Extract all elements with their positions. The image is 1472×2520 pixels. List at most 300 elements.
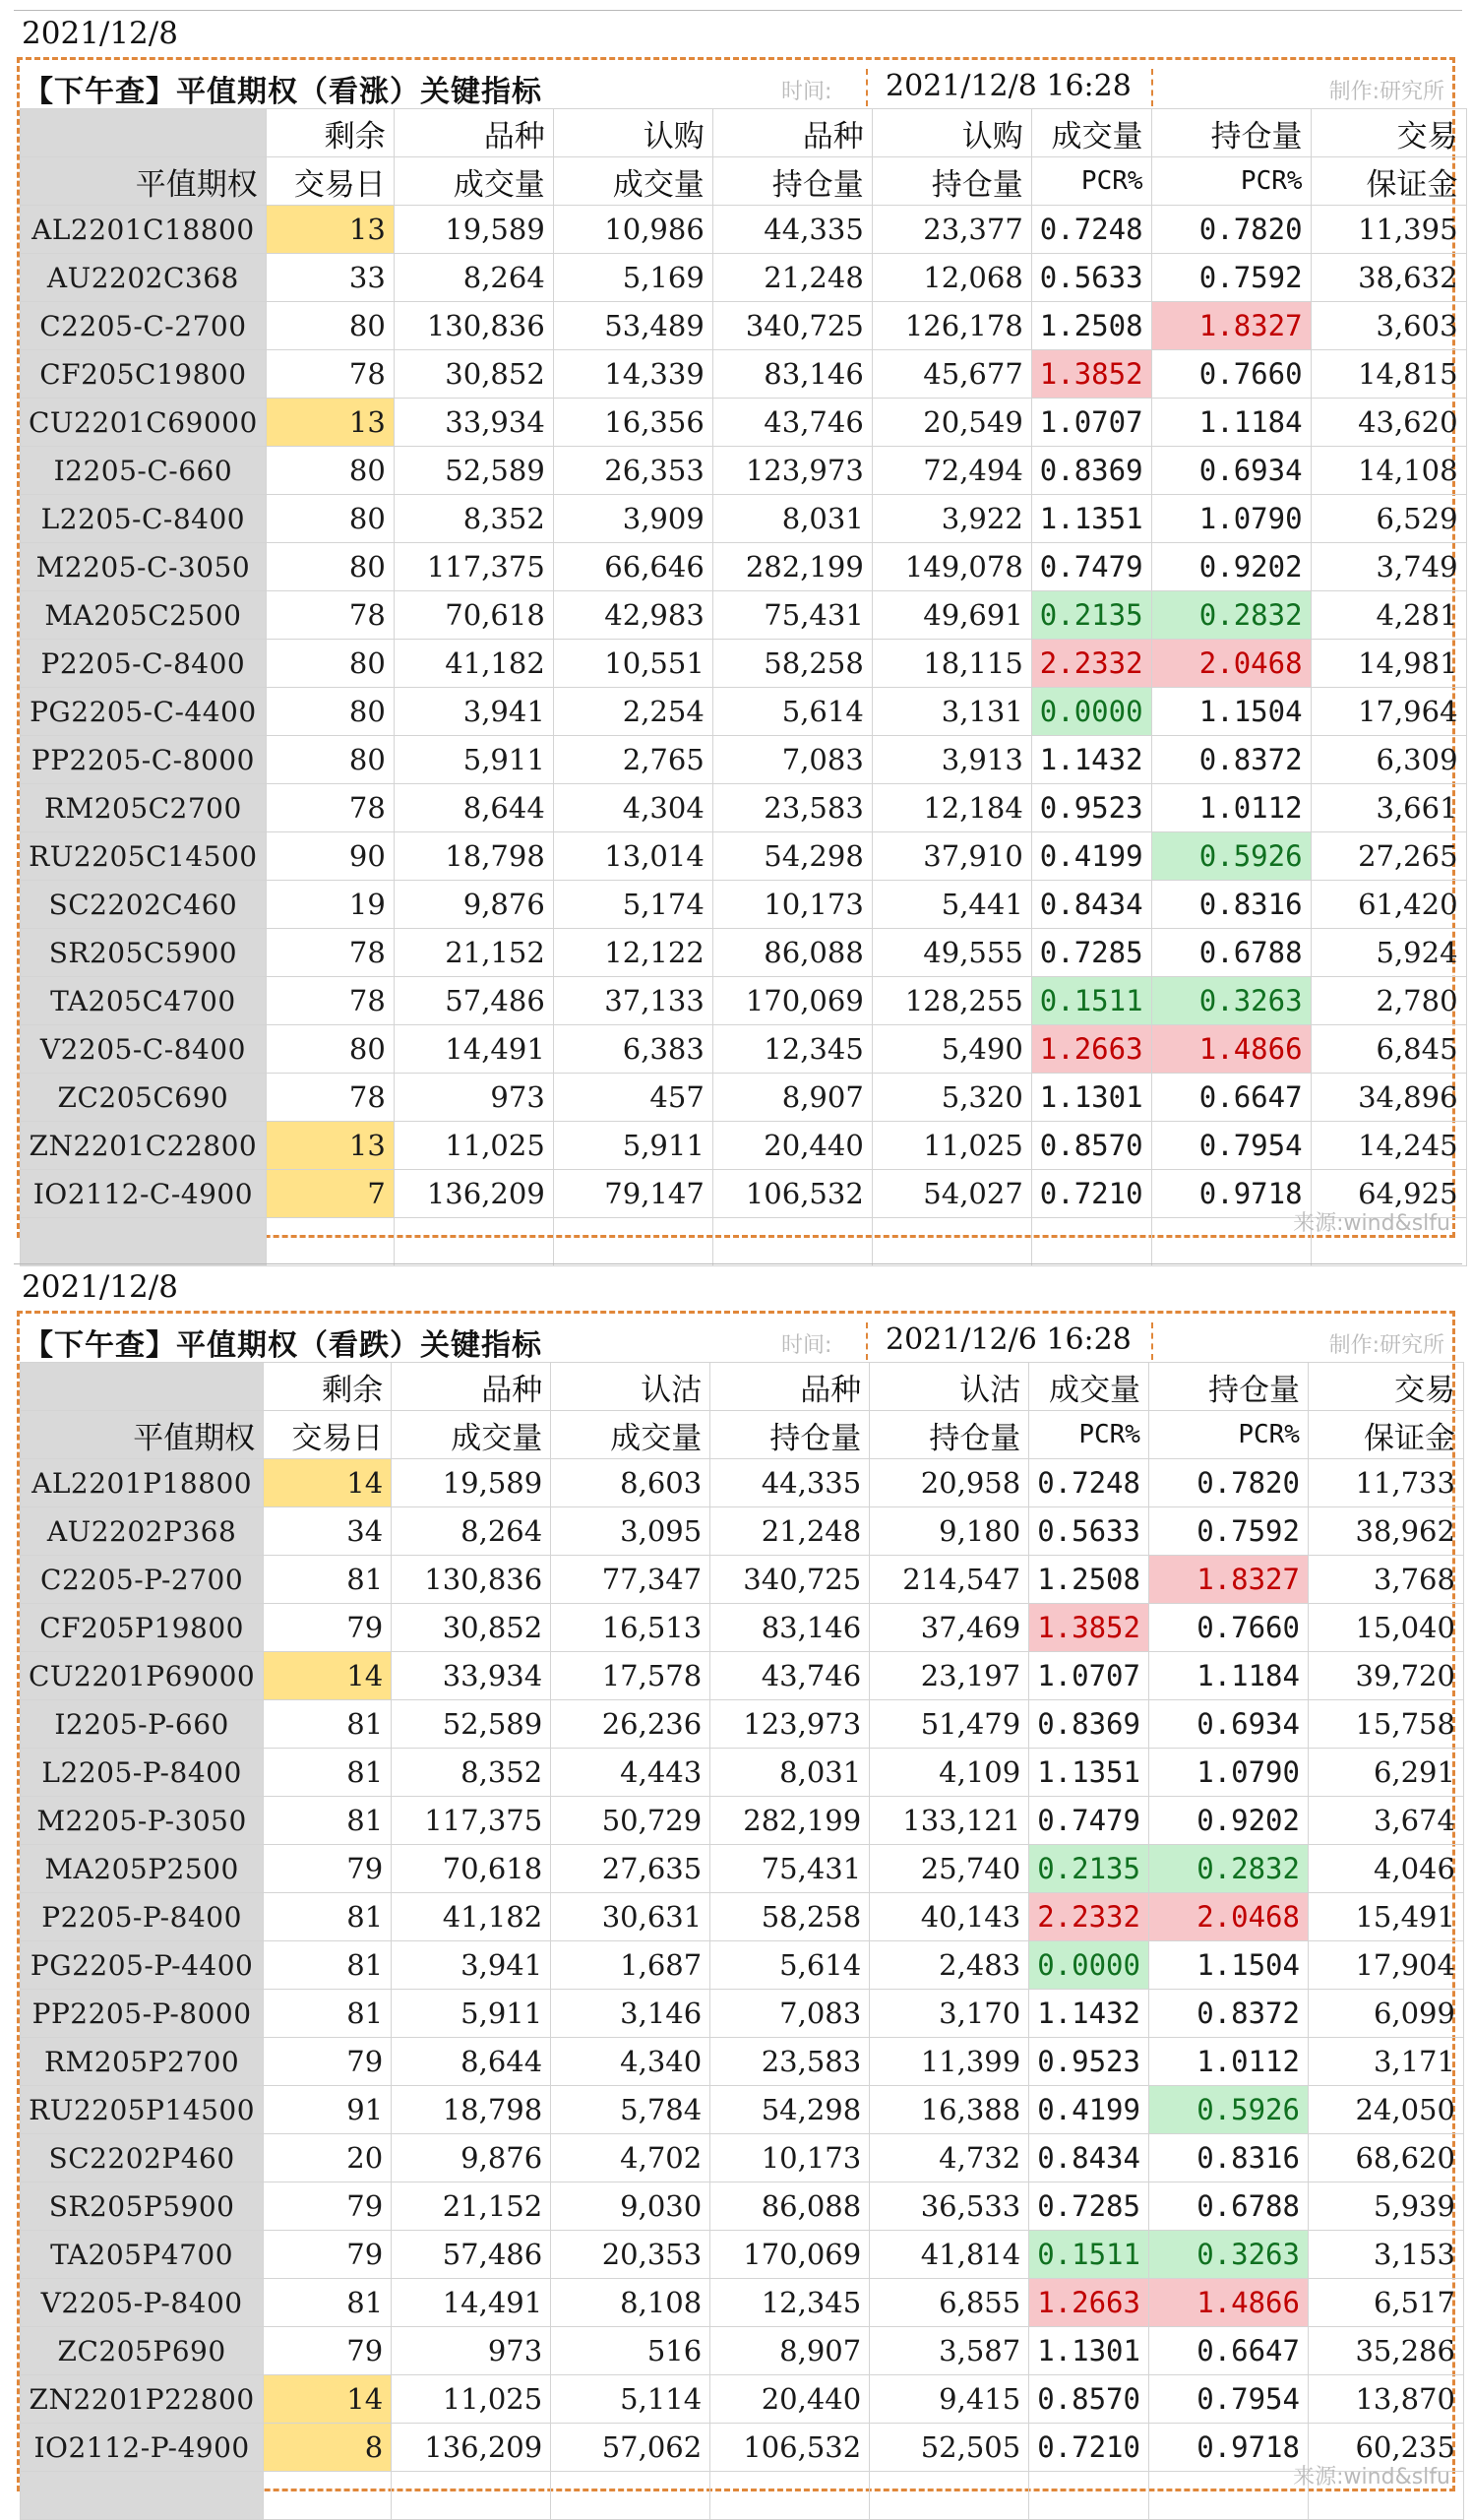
volume-pcr-cell: 0.8369 <box>1031 447 1151 495</box>
option-volume-cell: 1,687 <box>551 1941 710 1990</box>
oi-pcr-cell: 0.8372 <box>1151 736 1311 784</box>
volume-pcr-cell: 1.1432 <box>1031 736 1151 784</box>
product-open-interest-cell: 58,258 <box>710 1893 870 1941</box>
oi-pcr-cell: 1.4866 <box>1148 2279 1308 2327</box>
remaining-days-cell: 7 <box>266 1170 394 1218</box>
option-open-interest-cell: 2,483 <box>870 1941 1029 1990</box>
option-open-interest-cell: 5,441 <box>872 881 1031 929</box>
oi-pcr-cell: 1.0790 <box>1148 1749 1308 1797</box>
column-header-6: 持仓量 <box>872 157 1031 206</box>
option-volume-cell: 17,578 <box>551 1652 710 1700</box>
product-volume-cell: 19,589 <box>394 206 553 254</box>
volume-pcr-cell: 0.8369 <box>1029 1700 1149 1749</box>
option-volume-cell: 53,489 <box>553 302 712 350</box>
table-row <box>21 1025 1467 1074</box>
product-volume-cell: 11,025 <box>394 1122 553 1170</box>
option-name-cell: AU2202P368 <box>21 1507 264 1556</box>
product-volume-cell: 973 <box>392 2327 551 2375</box>
remaining-days-cell: 13 <box>266 1122 394 1170</box>
product-volume-cell: 41,182 <box>394 640 553 688</box>
product-open-interest-cell: 44,335 <box>712 206 872 254</box>
column-header-2: 剩余 <box>264 1363 392 1411</box>
margin-cell: 14,815 <box>1311 350 1466 399</box>
table-row <box>21 1122 1467 1170</box>
oi-pcr-cell: 0.7954 <box>1151 1122 1311 1170</box>
table-row <box>21 977 1467 1025</box>
option-open-interest-cell: 49,691 <box>872 591 1031 640</box>
option-open-interest-cell: 149,078 <box>872 543 1031 591</box>
option-name-cell: SR205P5900 <box>21 2182 264 2231</box>
table-row <box>21 350 1467 399</box>
remaining-days-cell: 91 <box>264 2086 392 2134</box>
option-open-interest-cell: 3,922 <box>872 495 1031 543</box>
table-row <box>21 254 1467 302</box>
margin-cell: 4,281 <box>1311 591 1466 640</box>
column-header-6: 认购 <box>872 109 1031 157</box>
option-open-interest-cell: 214,547 <box>870 1556 1029 1604</box>
remaining-days-cell: 79 <box>264 2038 392 2086</box>
option-volume-cell: 14,339 <box>553 350 712 399</box>
oi-pcr-cell: 1.8327 <box>1148 1556 1308 1604</box>
option-volume-cell: 516 <box>551 2327 710 2375</box>
table-row <box>21 1845 1464 1893</box>
volume-pcr-cell: 1.1351 <box>1031 495 1151 543</box>
column-header-1 <box>21 109 267 157</box>
volume-pcr-cell: 0.7210 <box>1029 2424 1149 2472</box>
table-row <box>21 784 1467 832</box>
sheet-date: 2021/12/8 <box>22 16 178 51</box>
margin-cell: 34,896 <box>1311 1074 1466 1122</box>
option-open-interest-cell: 36,533 <box>870 2182 1029 2231</box>
option-open-interest-cell: 5,320 <box>872 1074 1031 1122</box>
volume-pcr-cell: 1.2508 <box>1031 302 1151 350</box>
option-name-cell: AL2201C18800 <box>21 206 267 254</box>
column-header-9: 保证金 <box>1308 1411 1463 1459</box>
option-name-cell: L2205-P-8400 <box>21 1749 264 1797</box>
product-volume-cell: 8,264 <box>394 254 553 302</box>
oi-pcr-cell: 0.7954 <box>1148 2375 1308 2424</box>
footer-cell <box>1148 2472 1308 2520</box>
option-volume-cell: 42,983 <box>553 591 712 640</box>
sheet-title: 【下午查】平值期权（看涨）关键指标 <box>24 75 542 109</box>
volume-pcr-cell: 2.2332 <box>1029 1893 1149 1941</box>
table-row <box>21 2038 1464 2086</box>
column-header-8: PCR% <box>1151 157 1311 206</box>
column-header-1: 平值期权 <box>21 1411 264 1459</box>
remaining-days-cell: 79 <box>264 2231 392 2279</box>
footer-cell <box>21 1218 267 1266</box>
volume-pcr-cell: 1.2508 <box>1029 1556 1149 1604</box>
option-name-cell: ZC205C690 <box>21 1074 267 1122</box>
product-open-interest-cell: 10,173 <box>710 2134 870 2182</box>
option-open-interest-cell: 5,490 <box>872 1025 1031 1074</box>
remaining-days-cell: 33 <box>266 254 394 302</box>
oi-pcr-cell: 0.6647 <box>1148 2327 1308 2375</box>
option-volume-cell: 50,729 <box>551 1797 710 1845</box>
option-volume-cell: 5,169 <box>553 254 712 302</box>
margin-cell: 64,925 <box>1311 1170 1466 1218</box>
option-volume-cell: 6,383 <box>553 1025 712 1074</box>
oi-pcr-cell: 0.9718 <box>1148 2424 1308 2472</box>
product-open-interest-cell: 7,083 <box>712 736 872 784</box>
remaining-days-cell: 80 <box>266 1025 394 1074</box>
margin-cell: 3,749 <box>1311 543 1466 591</box>
column-header-8: 持仓量 <box>1148 1363 1308 1411</box>
volume-pcr-cell: 1.2663 <box>1029 2279 1149 2327</box>
product-volume-cell: 8,644 <box>392 2038 551 2086</box>
volume-pcr-cell: 0.7479 <box>1031 543 1151 591</box>
option-volume-cell: 4,443 <box>551 1749 710 1797</box>
product-open-interest-cell: 340,725 <box>710 1556 870 1604</box>
remaining-days-cell: 19 <box>266 881 394 929</box>
option-name-cell: M2205-P-3050 <box>21 1797 264 1845</box>
option-volume-cell: 8,603 <box>551 1459 710 1507</box>
remaining-days-cell: 14 <box>264 2375 392 2424</box>
option-name-cell: ZN2201P22800 <box>21 2375 264 2424</box>
time-label: 时间: <box>781 80 832 104</box>
product-open-interest-cell: 54,298 <box>710 2086 870 2134</box>
option-open-interest-cell: 11,399 <box>870 2038 1029 2086</box>
option-name-cell: I2205-P-660 <box>21 1700 264 1749</box>
option-volume-cell: 79,147 <box>553 1170 712 1218</box>
volume-pcr-cell: 1.3852 <box>1031 350 1151 399</box>
oi-pcr-cell: 0.8372 <box>1148 1990 1308 2038</box>
margin-cell: 3,603 <box>1311 302 1466 350</box>
oi-pcr-cell: 0.5926 <box>1151 832 1311 881</box>
footer-cell <box>266 1218 394 1266</box>
table-row <box>21 1749 1464 1797</box>
footer-cell <box>1151 1218 1311 1266</box>
option-name-cell: MA205C2500 <box>21 591 267 640</box>
table-row <box>21 543 1467 591</box>
table-row <box>21 1170 1467 1218</box>
maker-label: 制作:研究所 <box>1328 1333 1444 1358</box>
column-header-3: 成交量 <box>394 157 553 206</box>
table-row <box>21 736 1467 784</box>
volume-pcr-cell: 0.1511 <box>1029 2231 1149 2279</box>
option-volume-cell: 3,095 <box>551 1507 710 1556</box>
product-volume-cell: 8,352 <box>392 1749 551 1797</box>
product-open-interest-cell: 5,614 <box>710 1941 870 1990</box>
option-volume-cell: 4,340 <box>551 2038 710 2086</box>
footer-cell <box>870 2472 1029 2520</box>
product-open-interest-cell: 83,146 <box>712 350 872 399</box>
header-row <box>21 157 1467 206</box>
remaining-days-cell: 80 <box>266 640 394 688</box>
option-open-interest-cell: 12,184 <box>872 784 1031 832</box>
option-open-interest-cell: 126,178 <box>872 302 1031 350</box>
column-header-7: PCR% <box>1029 1411 1149 1459</box>
time-value: 2021/12/8 16:28 <box>866 69 1153 106</box>
column-header-6: 持仓量 <box>870 1411 1029 1459</box>
product-volume-cell: 18,798 <box>394 832 553 881</box>
option-name-cell: TA205C4700 <box>21 977 267 1025</box>
option-name-cell: AU2202C368 <box>21 254 267 302</box>
table-row <box>21 1893 1464 1941</box>
oi-pcr-cell: 0.8316 <box>1148 2134 1308 2182</box>
column-header-9: 交易 <box>1308 1363 1463 1411</box>
option-open-interest-cell: 3,587 <box>870 2327 1029 2375</box>
column-header-4: 认购 <box>553 109 712 157</box>
remaining-days-cell: 8 <box>264 2424 392 2472</box>
product-volume-cell: 52,589 <box>392 1700 551 1749</box>
option-name-cell: RU2205C14500 <box>21 832 267 881</box>
table-row <box>21 302 1467 350</box>
margin-cell: 14,981 <box>1311 640 1466 688</box>
table-row <box>21 1459 1464 1507</box>
volume-pcr-cell: 1.3852 <box>1029 1604 1149 1652</box>
product-open-interest-cell: 86,088 <box>712 929 872 977</box>
oi-pcr-cell: 1.1504 <box>1148 1941 1308 1990</box>
remaining-days-cell: 80 <box>266 736 394 784</box>
margin-cell: 35,286 <box>1308 2327 1463 2375</box>
option-name-cell: C2205-P-2700 <box>21 1556 264 1604</box>
product-open-interest-cell: 21,248 <box>710 1507 870 1556</box>
margin-cell: 5,924 <box>1311 929 1466 977</box>
oi-pcr-cell: 0.9202 <box>1148 1797 1308 1845</box>
oi-pcr-cell: 0.8316 <box>1151 881 1311 929</box>
option-name-cell: CU2201C69000 <box>21 399 267 447</box>
indicator-table <box>20 108 1467 1266</box>
product-open-interest-cell: 282,199 <box>710 1797 870 1845</box>
product-open-interest-cell: 44,335 <box>710 1459 870 1507</box>
option-name-cell: V2205-P-8400 <box>21 2279 264 2327</box>
option-open-interest-cell: 9,415 <box>870 2375 1029 2424</box>
remaining-days-cell: 13 <box>266 399 394 447</box>
margin-cell: 11,395 <box>1311 206 1466 254</box>
margin-cell: 39,720 <box>1308 1652 1463 1700</box>
footer-cell <box>551 2472 710 2520</box>
product-open-interest-cell: 340,725 <box>712 302 872 350</box>
footer-row <box>21 2472 1464 2520</box>
option-volume-cell: 13,014 <box>553 832 712 881</box>
option-volume-cell: 4,304 <box>553 784 712 832</box>
remaining-days-cell: 78 <box>266 591 394 640</box>
option-name-cell: PP2205-P-8000 <box>21 1990 264 2038</box>
sheet-date: 2021/12/8 <box>22 1269 178 1305</box>
option-open-interest-cell: 3,131 <box>872 688 1031 736</box>
table-row <box>21 832 1467 881</box>
option-open-interest-cell: 72,494 <box>872 447 1031 495</box>
remaining-days-cell: 79 <box>264 2327 392 2375</box>
remaining-days-cell: 81 <box>264 1556 392 1604</box>
margin-cell: 68,620 <box>1308 2134 1463 2182</box>
footer-cell <box>264 2472 392 2520</box>
option-open-interest-cell: 11,025 <box>872 1122 1031 1170</box>
oi-pcr-cell: 1.1504 <box>1151 688 1311 736</box>
remaining-days-cell: 34 <box>264 1507 392 1556</box>
option-volume-cell: 457 <box>553 1074 712 1122</box>
volume-pcr-cell: 0.8570 <box>1029 2375 1149 2424</box>
oi-pcr-cell: 0.9718 <box>1151 1170 1311 1218</box>
footer-cell <box>394 1218 553 1266</box>
product-volume-cell: 11,025 <box>392 2375 551 2424</box>
option-volume-cell: 5,784 <box>551 2086 710 2134</box>
remaining-days-cell: 80 <box>266 447 394 495</box>
oi-pcr-cell: 0.7592 <box>1151 254 1311 302</box>
product-volume-cell: 14,491 <box>392 2279 551 2327</box>
product-open-interest-cell: 8,031 <box>710 1749 870 1797</box>
footer-cell <box>21 2472 264 2520</box>
product-volume-cell: 136,209 <box>392 2424 551 2472</box>
product-open-interest-cell: 106,532 <box>712 1170 872 1218</box>
product-volume-cell: 30,852 <box>392 1604 551 1652</box>
product-volume-cell: 130,836 <box>392 1556 551 1604</box>
oi-pcr-cell: 0.6788 <box>1148 2182 1308 2231</box>
option-name-cell: ZC205P690 <box>21 2327 264 2375</box>
option-volume-cell: 26,236 <box>551 1700 710 1749</box>
table-row <box>21 1990 1464 2038</box>
option-name-cell: ZN2201C22800 <box>21 1122 267 1170</box>
oi-pcr-cell: 0.2832 <box>1151 591 1311 640</box>
product-volume-cell: 57,486 <box>394 977 553 1025</box>
table-row <box>21 1604 1464 1652</box>
option-volume-cell: 4,702 <box>551 2134 710 2182</box>
option-name-cell: IO2112-C-4900 <box>21 1170 267 1218</box>
column-header-6: 认沽 <box>870 1363 1029 1411</box>
oi-pcr-cell: 0.7660 <box>1148 1604 1308 1652</box>
option-name-cell: CF205C19800 <box>21 350 267 399</box>
product-open-interest-cell: 12,345 <box>712 1025 872 1074</box>
margin-cell: 3,661 <box>1311 784 1466 832</box>
sheet-header <box>20 1317 1454 1362</box>
margin-cell: 15,491 <box>1308 1893 1463 1941</box>
option-open-interest-cell: 20,958 <box>870 1459 1029 1507</box>
volume-pcr-cell: 0.7210 <box>1031 1170 1151 1218</box>
option-open-interest-cell: 23,197 <box>870 1652 1029 1700</box>
product-volume-cell: 33,934 <box>394 399 553 447</box>
option-name-cell: SR205C5900 <box>21 929 267 977</box>
footer-cell <box>872 1218 1031 1266</box>
header-row <box>21 1363 1464 1411</box>
margin-cell: 60,235 <box>1308 2424 1463 2472</box>
volume-pcr-cell: 0.5633 <box>1029 1507 1149 1556</box>
option-open-interest-cell: 41,814 <box>870 2231 1029 2279</box>
table-row <box>21 1700 1464 1749</box>
time-value: 2021/12/6 16:28 <box>866 1322 1153 1360</box>
column-header-1: 平值期权 <box>21 157 267 206</box>
option-open-interest-cell: 25,740 <box>870 1845 1029 1893</box>
volume-pcr-cell: 0.5633 <box>1031 254 1151 302</box>
margin-cell: 14,245 <box>1311 1122 1466 1170</box>
table-row <box>21 881 1467 929</box>
product-volume-cell: 8,352 <box>394 495 553 543</box>
option-name-cell: CU2201P69000 <box>21 1652 264 1700</box>
oi-pcr-cell: 0.7820 <box>1148 1459 1308 1507</box>
margin-cell: 17,964 <box>1311 688 1466 736</box>
option-volume-cell: 20,353 <box>551 2231 710 2279</box>
remaining-days-cell: 80 <box>266 688 394 736</box>
column-header-9: 交易 <box>1311 109 1466 157</box>
remaining-days-cell: 78 <box>266 350 394 399</box>
remaining-days-cell: 80 <box>266 302 394 350</box>
volume-pcr-cell: 0.9523 <box>1031 784 1151 832</box>
product-volume-cell: 8,264 <box>392 1507 551 1556</box>
product-volume-cell: 41,182 <box>392 1893 551 1941</box>
table-row <box>21 2327 1464 2375</box>
column-header-3: 品种 <box>392 1363 551 1411</box>
product-open-interest-cell: 43,746 <box>710 1652 870 1700</box>
option-name-cell: C2205-C-2700 <box>21 302 267 350</box>
option-open-interest-cell: 54,027 <box>872 1170 1031 1218</box>
volume-pcr-cell: 0.8570 <box>1031 1122 1151 1170</box>
margin-cell: 4,046 <box>1308 1845 1463 1893</box>
option-volume-cell: 10,986 <box>553 206 712 254</box>
oi-pcr-cell: 1.0112 <box>1151 784 1311 832</box>
volume-pcr-cell: 0.9523 <box>1029 2038 1149 2086</box>
remaining-days-cell: 81 <box>264 2279 392 2327</box>
margin-cell: 3,674 <box>1308 1797 1463 1845</box>
column-header-7: 成交量 <box>1029 1363 1149 1411</box>
option-name-cell: SC2202C460 <box>21 881 267 929</box>
oi-pcr-cell: 0.7592 <box>1148 1507 1308 1556</box>
product-open-interest-cell: 8,907 <box>710 2327 870 2375</box>
option-name-cell: TA205P4700 <box>21 2231 264 2279</box>
table-row <box>21 2231 1464 2279</box>
product-open-interest-cell: 106,532 <box>710 2424 870 2472</box>
oi-pcr-cell: 0.6934 <box>1151 447 1311 495</box>
remaining-days-cell: 80 <box>266 543 394 591</box>
product-open-interest-cell: 5,614 <box>712 688 872 736</box>
product-open-interest-cell: 282,199 <box>712 543 872 591</box>
option-open-interest-cell: 12,068 <box>872 254 1031 302</box>
option-volume-cell: 66,646 <box>553 543 712 591</box>
option-open-interest-cell: 16,388 <box>870 2086 1029 2134</box>
column-header-8: 持仓量 <box>1151 109 1311 157</box>
date-bar <box>14 1263 1462 1312</box>
oi-pcr-cell: 0.3263 <box>1148 2231 1308 2279</box>
product-open-interest-cell: 20,440 <box>712 1122 872 1170</box>
table-row <box>21 1074 1467 1122</box>
remaining-days-cell: 78 <box>266 1074 394 1122</box>
margin-cell: 6,099 <box>1308 1990 1463 2038</box>
product-volume-cell: 52,589 <box>394 447 553 495</box>
source-note: 来源:wind&slfu <box>1293 2465 1450 2489</box>
option-volume-cell: 2,765 <box>553 736 712 784</box>
option-name-cell: MA205P2500 <box>21 1845 264 1893</box>
option-name-cell: PG2205-P-4400 <box>21 1941 264 1990</box>
volume-pcr-cell: 0.7479 <box>1029 1797 1149 1845</box>
product-open-interest-cell: 21,248 <box>712 254 872 302</box>
table-row <box>21 2134 1464 2182</box>
product-open-interest-cell: 8,907 <box>712 1074 872 1122</box>
option-volume-cell: 12,122 <box>553 929 712 977</box>
margin-cell: 6,309 <box>1311 736 1466 784</box>
remaining-days-cell: 78 <box>266 784 394 832</box>
option-open-interest-cell: 37,910 <box>872 832 1031 881</box>
column-header-5: 品种 <box>710 1363 870 1411</box>
column-header-3: 成交量 <box>392 1411 551 1459</box>
table-row <box>21 688 1467 736</box>
option-open-interest-cell: 6,855 <box>870 2279 1029 2327</box>
remaining-days-cell: 79 <box>264 1604 392 1652</box>
volume-pcr-cell: 0.7248 <box>1029 1459 1149 1507</box>
margin-cell: 3,153 <box>1308 2231 1463 2279</box>
remaining-days-cell: 80 <box>266 495 394 543</box>
margin-cell: 3,171 <box>1308 2038 1463 2086</box>
table-row <box>21 495 1467 543</box>
oi-pcr-cell: 1.1184 <box>1148 1652 1308 1700</box>
option-volume-cell: 26,353 <box>553 447 712 495</box>
table-row <box>21 1797 1464 1845</box>
footer-cell <box>1029 2472 1149 2520</box>
option-open-interest-cell: 18,115 <box>872 640 1031 688</box>
column-header-2: 剩余 <box>266 109 394 157</box>
remaining-days-cell: 78 <box>266 929 394 977</box>
margin-cell: 15,040 <box>1308 1604 1463 1652</box>
column-header-2: 交易日 <box>264 1411 392 1459</box>
product-open-interest-cell: 54,298 <box>712 832 872 881</box>
